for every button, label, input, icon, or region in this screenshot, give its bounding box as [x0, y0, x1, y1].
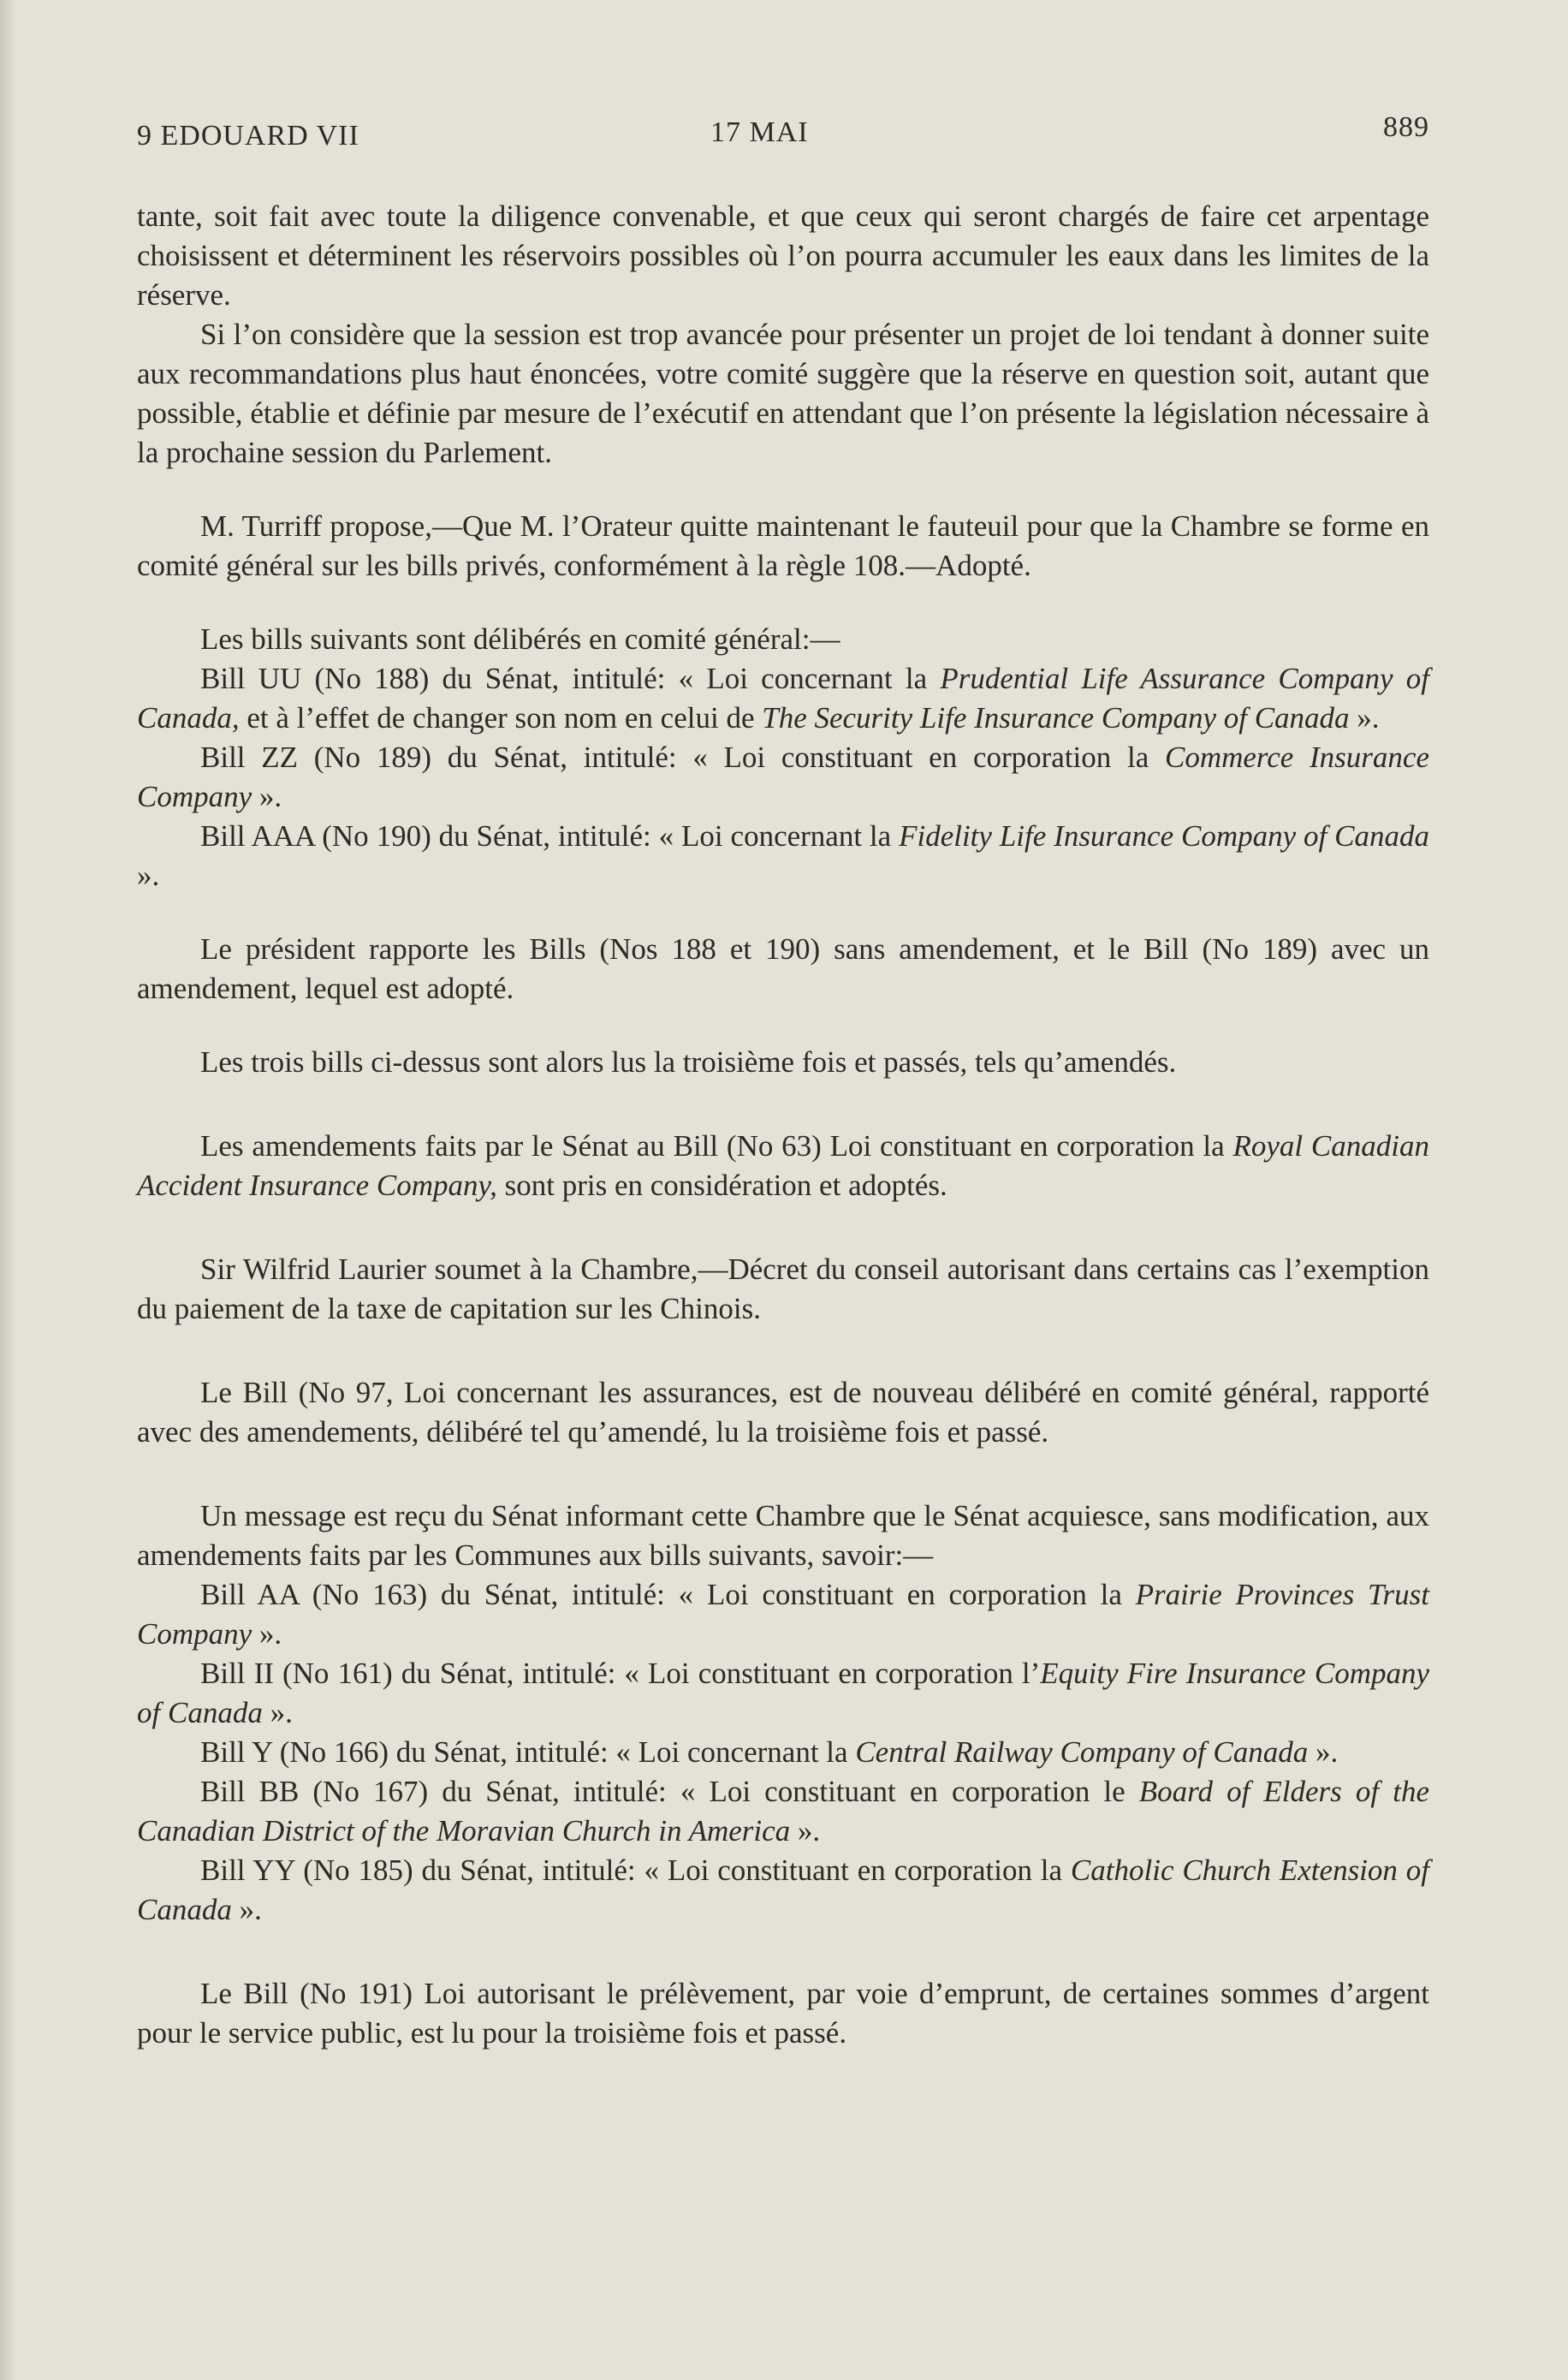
paragraph-p14	[137, 1575, 1429, 1654]
text-run: Les amendements faits par le Sénat au Bill (No 63) Loi constituant en corporation la	[200, 1129, 1233, 1163]
paragraph-p3	[137, 507, 1429, 586]
text-run: Sir Wilfrid Laurier soumet à la Chambre,—Décret du conseil autorisant dans certains cas l’exemption du paiement de la taxe de capitation sur les Chinois.	[137, 1252, 1429, 1325]
paragraph-p9	[137, 1043, 1429, 1082]
page-edge	[0, 0, 15, 2380]
paragraph-p15	[137, 1654, 1429, 1733]
text-run: Bill Y (No 166) du Sénat, intitulé: « Loi concernant la	[200, 1735, 856, 1769]
paragraph-p4	[137, 620, 1429, 659]
paragraph-p7	[137, 817, 1429, 895]
italic-title: Royal Canadian Accident Insurance Company,	[137, 1129, 1429, 1202]
text-run: ».	[790, 1814, 821, 1847]
italic-title: Fidelity Life Insurance Company of Canada	[899, 819, 1430, 853]
text-run: Le Bill (No 191) Loi autorisant le prélèvement, par voie d’emprunt, de certaines sommes d’argent pour le service public, est lu pour la troisième fois et passé.	[137, 1977, 1429, 2050]
text-run: sont pris en considération et adoptés.	[496, 1169, 947, 1202]
italic-title: Catholic Church Extension of Canada	[137, 1853, 1429, 1926]
paragraph-p10	[137, 1127, 1429, 1205]
text-run: Bill AA (No 163) du Sénat, intitulé: « Loi constituant en corporation la	[200, 1578, 1136, 1611]
italic-title: Board of Elders of the Canadian District of the Moravian Church in America	[137, 1775, 1429, 1847]
italic-title: Prudential Life Assurance Company of Canada,	[137, 662, 1429, 735]
paragraph-p16	[137, 1733, 1429, 1772]
paragraph-p12	[137, 1373, 1429, 1452]
paragraph-p13	[137, 1496, 1429, 1575]
text-run: ».	[137, 859, 160, 892]
paragraph-p6	[137, 738, 1429, 817]
paragraph-p2	[137, 315, 1429, 473]
header-regnal-year: 9 EDOUARD VII	[137, 120, 359, 152]
running-header	[137, 103, 1429, 154]
header-date: 17 MAI	[710, 116, 809, 148]
text-run: Le Bill (No 97, Loi concernant les assurances, est de nouveau délibéré en comité général, rapporté avec des amendements, délibéré tel qu’amendé, lu la troisième fois et passé.	[137, 1376, 1429, 1449]
text-run: ».	[1308, 1735, 1339, 1769]
paragraph-p1	[137, 197, 1429, 315]
text-run: Un message est reçu du Sénat informant cette Chambre que le Sénat acquiesce, sans modification, aux amendements faits par les Communes aux bills suivants, savoir:—	[137, 1499, 1429, 1572]
text-run: ».	[252, 1617, 282, 1651]
text-run: ».	[252, 780, 282, 813]
text-run: M. Turriff propose,—Que M. l’Orateur quitte maintenant le fauteuil pour que la Chambre se forme en comité général sur les bills privés, conformément à la règle 108.—Adopté.	[137, 509, 1429, 582]
document-page	[137, 103, 1429, 2053]
text-run: Bill YY (No 185) du Sénat, intitulé: « Loi constituant en corporation la	[200, 1853, 1071, 1887]
paragraph-p8	[137, 930, 1429, 1009]
text-run: Si l’on considère que la session est trop avancée pour présenter un projet de loi tendant à donner suite aux recommandations plus haut énoncées, votre comité suggère que la réserve en question soit, autant que possible, établie et définie par mesure de l’exécutif en attendant que l’on présente la législation nécessaire à la prochaine session du Parlement.	[137, 318, 1429, 469]
text-run: ».	[1349, 701, 1380, 735]
paragraph-p5	[137, 659, 1429, 738]
paragraph-p11	[137, 1250, 1429, 1329]
text-run: Bill ZZ (No 189) du Sénat, intitulé: « Loi constituant en corporation la	[200, 741, 1165, 774]
text-run: Les trois bills ci-dessus sont alors lus la troisième fois et passés, tels qu’amendés.	[200, 1045, 1177, 1079]
text-run: Bill UU (No 188) du Sénat, intitulé: « Loi concernant la	[200, 662, 941, 695]
paragraph-p19	[137, 1974, 1429, 2053]
text-run: Bill BB (No 167) du Sénat, intitulé: « Loi constituant en corporation le	[200, 1775, 1139, 1808]
paragraph-p17	[137, 1772, 1429, 1851]
italic-title: Central Railway Company of Canada	[855, 1735, 1309, 1769]
text-run: Les bills suivants sont délibérés en comité général:—	[200, 622, 840, 656]
text-run: tante, soit fait avec toute la diligence convenable, et que ceux qui seront chargés de faire cet arpentage choisissent et déterminent les réservoirs possibles où l’on pourra accumuler les eaux dans les limites de la réserve.	[137, 199, 1429, 312]
page-number: 889	[1383, 111, 1429, 143]
text-run: Bill II (No 161) du Sénat, intitulé: « Loi constituant en corporation l’	[200, 1657, 1041, 1690]
text-run: ».	[262, 1696, 293, 1729]
italic-title: The Security Life Insurance Company of Canada	[762, 701, 1350, 735]
paragraph-p18	[137, 1851, 1429, 1930]
italic-title: Prairie Provinces Trust Company	[137, 1578, 1429, 1651]
text-run: et à l’effet de changer son nom en celui de	[239, 701, 763, 735]
text-run: Le président rapporte les Bills (Nos 188 et 190) sans amendement, et le Bill (No 189) avec un amendement, lequel est adopté.	[137, 932, 1429, 1005]
text-run: Bill AAA (No 190) du Sénat, intitulé: « Loi concernant la	[200, 819, 900, 853]
body-text	[137, 197, 1429, 2053]
italic-title: Commerce Insurance Company	[137, 741, 1429, 813]
italic-title: Equity Fire Insurance Company of Canada	[137, 1657, 1430, 1729]
text-run: ».	[231, 1893, 262, 1926]
